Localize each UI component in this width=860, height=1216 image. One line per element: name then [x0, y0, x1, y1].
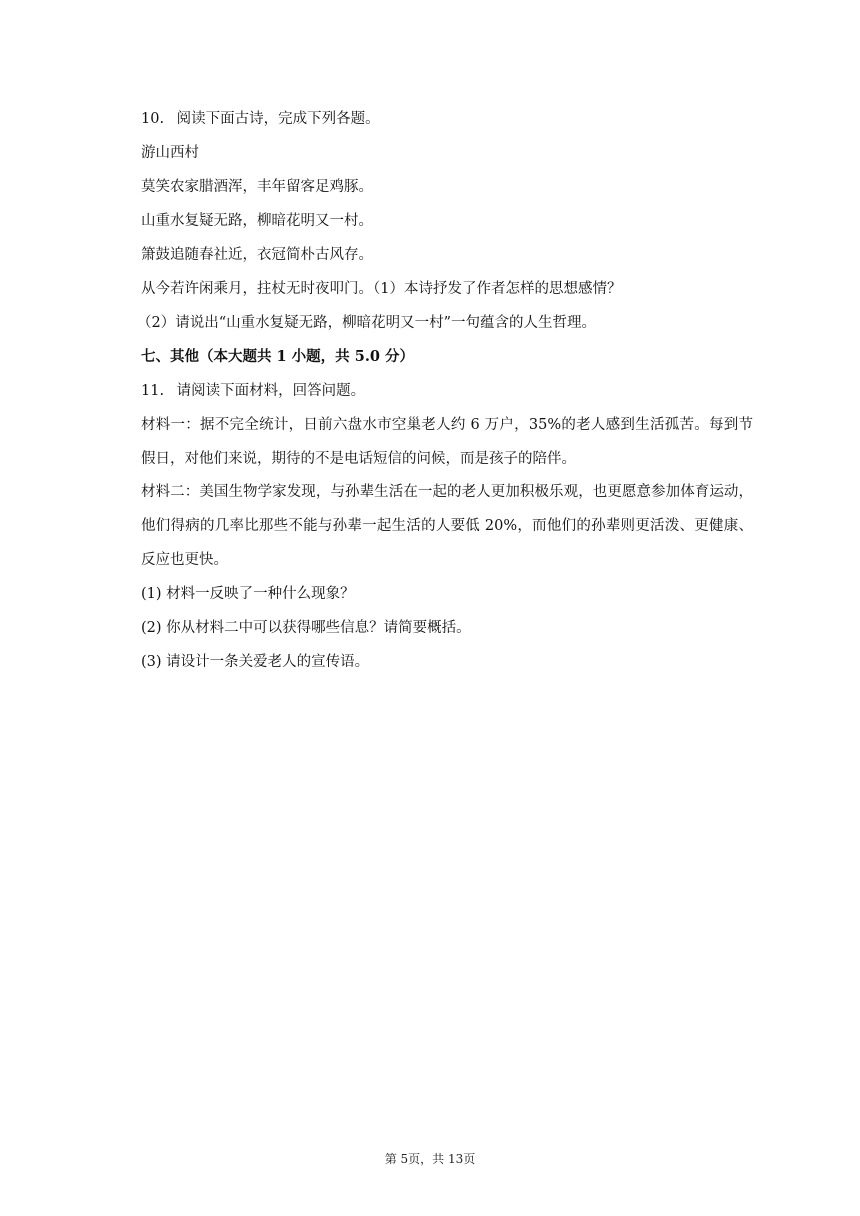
- question-11-header: [141, 380, 761, 402]
- question-11-sub-1: (1) 材料一反映了一种什么现象？: [141, 586, 355, 602]
- question-10-number: 10.: [141, 111, 165, 127]
- poem-line-4: 从今若许闲乘月，拄杖无时夜叩门。: [141, 281, 373, 297]
- question-11-sub-2: (2) 你从材料二中可以获得哪些信息？请简要概括。: [141, 620, 471, 636]
- material-1: 材料一：据不完全统计，日前六盘水市空巢老人约 6 万户，35%的老人感到生活孤苦。每到节假日，对他们来说，期待的不是电话短信的问候，而是孩子的陪伴。: [141, 417, 753, 467]
- poem-last-line-with-subquestion: [141, 278, 761, 300]
- question-10-prompt: 阅读下面古诗，完成下列各题。: [176, 111, 380, 127]
- poem-line-2: 山重水复疑无路，柳暗花明又一村。: [141, 213, 373, 229]
- question-10-sub-1: （1）本诗抒发了作者怎样的思想感情？: [373, 281, 622, 297]
- question-11-number: 11.: [141, 383, 165, 399]
- poem-line-1: 莫笑农家腊酒浑，丰年留客足鸡豚。: [141, 179, 373, 195]
- section-7-title: 七、其他（本大题共 1 小题，共 5.0 分）: [141, 348, 415, 365]
- page-footer: 第 5页，共 13页: [384, 1152, 476, 1166]
- poem-line-3: 箫鼓追随春社近，衣冠简朴古风存。: [141, 247, 373, 263]
- question-11-sub-3: (3) 请设计一条关爱老人的宣传语。: [141, 654, 370, 670]
- page-content: [137, 108, 761, 685]
- question-11-prompt: 请阅读下面材料，回答问题。: [176, 383, 366, 399]
- question-10-sub-2: （2）请说出“山重水复疑无路，柳暗花明又一村”一句蕴含的人生哲理。: [137, 315, 597, 331]
- poem-title: 游山西村: [141, 145, 199, 161]
- question-10-header: [141, 108, 761, 130]
- material-2: 材料二：美国生物学家发现，与孙辈生活在一起的老人更加积极乐观，也更愿意参加体育运动，他们得病的几率比那些不能与孙辈一起生活的人要低 20%，而他们的孙辈则更活泼、更健康、反应也更快。: [141, 484, 753, 568]
